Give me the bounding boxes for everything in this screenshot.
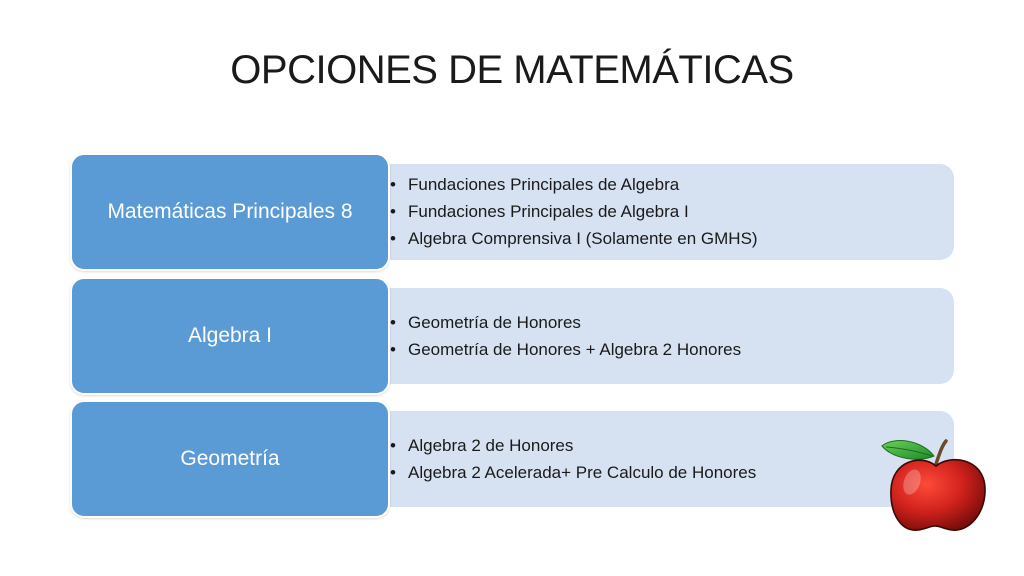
course-list: [390, 309, 741, 363]
course-label: Geometría: [180, 447, 280, 470]
course-list-panel: [320, 288, 954, 384]
course-item: • Algebra Comprensiva I (Solamente en GMHS): [390, 225, 758, 252]
apple-icon: [880, 438, 988, 534]
math-option-row-3: [70, 400, 954, 518]
course-item: • Fundaciones Principales de Algebra I: [390, 198, 758, 225]
course-list-panel: [320, 164, 954, 260]
course-list: [390, 171, 758, 252]
course-list-panel: [320, 411, 954, 507]
course-label-box: [70, 153, 390, 271]
math-option-row-2: [70, 277, 954, 395]
course-label-box: [70, 400, 390, 518]
course-label: Matemáticas Principales 8: [107, 200, 353, 223]
course-item: • Algebra 2 Acelerada+ Pre Calculo de Honores: [390, 459, 756, 486]
slide-title: OPCIONES DE MATEMÁTICAS: [230, 48, 794, 92]
course-item: • Fundaciones Principales de Algebra: [390, 171, 758, 198]
course-label: Algebra I: [187, 324, 273, 347]
course-item: • Algebra 2 de Honores: [390, 432, 756, 459]
course-label-box: [70, 277, 390, 395]
course-item: • Geometría de Honores: [390, 309, 741, 336]
course-item: • Geometría de Honores + Algebra 2 Honores: [390, 336, 741, 363]
math-option-row-1: [70, 153, 954, 271]
course-list: [390, 432, 756, 486]
